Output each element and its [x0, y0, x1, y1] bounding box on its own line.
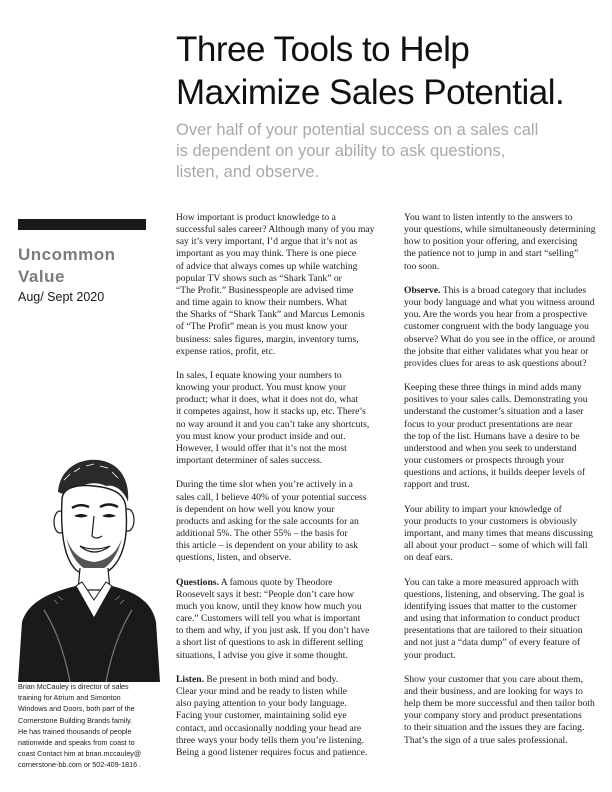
- article-paragraph: [176, 479, 376, 564]
- paragraph-line: the patience not to jump in and start “selling”: [404, 248, 579, 260]
- paragraph-line: knowing your product. You must know your: [176, 382, 347, 394]
- article-column-right: [404, 212, 604, 759]
- paragraph-line: additional 5%. The other 55% – the basis for: [176, 528, 348, 540]
- paragraph-line: Roosevelt says it best: “People don’t care how: [176, 588, 355, 600]
- paragraph-heading: Observe.: [404, 284, 441, 296]
- paragraph-line: your body language and what you witness around: [404, 297, 595, 309]
- article-paragraph: [404, 577, 604, 662]
- article-title: [176, 28, 596, 114]
- column-name-line: Uncommon: [18, 245, 116, 264]
- paragraph-line: how to position your offering, and exercising: [404, 236, 578, 248]
- bio-line: Windows and Doors, both part of the: [18, 704, 135, 714]
- bio-line: training for Atrium and Simonton: [18, 693, 121, 703]
- paragraph-line: on deaf ears.: [404, 552, 453, 564]
- subtitle-line: Over half of your potential success on a sales call: [176, 121, 539, 139]
- paragraph-line-text: A famous quote by Theodore: [218, 576, 333, 588]
- paragraph-line: [176, 674, 376, 686]
- paragraph-line: expense ratios, profit, etc.: [176, 345, 276, 357]
- paragraph-line: questions and actions, it builds deeper levels of: [404, 467, 586, 479]
- paragraph-line: this article – is dependent on your ability to ask: [176, 540, 358, 552]
- paragraph-line: Being a good listener requires focus and patience.: [176, 746, 368, 758]
- sidebar-divider-bar: [18, 219, 146, 230]
- paragraph-line: care.” Customers will tell you what is important: [176, 613, 361, 625]
- paragraph-line: Your ability to impart your knowledge of: [404, 503, 562, 515]
- article-paragraph: [404, 504, 604, 565]
- paragraph-line: How important is product knowledge to a: [176, 212, 336, 223]
- article-paragraph: [176, 577, 376, 662]
- paragraph-line: products and asking for the sale accounts for an: [176, 515, 359, 527]
- column-name-line: Value: [18, 267, 65, 286]
- paragraph-line: In sales, I equate knowing your numbers to: [176, 370, 342, 382]
- paragraph-line: to them and why, if you just ask. If you don’t have: [176, 625, 370, 637]
- paragraph-line: you must know your product inside and out.: [176, 430, 346, 442]
- bio-line: nationwide and speaks from coast to: [18, 738, 135, 748]
- paragraph-line: understood and when you seek to understand: [404, 442, 577, 454]
- issue-date: Aug/ Sept 2020: [18, 290, 105, 304]
- title-line: Maximize Sales Potential.: [176, 73, 565, 112]
- paragraph-line: important as you may think. There is one piece: [176, 248, 357, 260]
- paragraph-line: Show your customer that you care about them,: [404, 673, 584, 685]
- article-subtitle: [176, 120, 596, 183]
- paragraph-line: to their situation and the issues they are facing.: [404, 722, 585, 734]
- paragraph-line: all about your product – some of which will fall: [404, 540, 588, 552]
- paragraph-line: “The Profit.” Businesspeople are advised time: [176, 284, 354, 296]
- paragraph-line-text: This is a broad category that includes: [440, 284, 587, 296]
- subtitle-line: listen, and observe.: [176, 163, 320, 181]
- article-paragraph: [404, 382, 604, 491]
- bio-line: Cornerstone Building Brands family.: [18, 715, 133, 725]
- paragraph-line: important, and many times that means discussing: [404, 528, 593, 540]
- subtitle-line: is dependent on your ability to ask questions,: [176, 142, 506, 160]
- paragraph-line: and their business, and are looking for ways to: [404, 686, 583, 698]
- paragraph-line: successful sales career? Although many of you may: [176, 224, 375, 236]
- paragraph-line: During the time slot when you’re actively in a: [176, 479, 353, 491]
- paragraph-line: of “The Profit” mean is you must know your: [176, 321, 348, 333]
- paragraph-line: provides clues for areas to ask questions about?: [404, 357, 587, 369]
- paragraph-line: help them be more successful and then tailor both: [404, 698, 595, 710]
- paragraph-line: the top of the list. Humans have a desire to be: [404, 430, 580, 442]
- article-paragraph: [176, 212, 376, 358]
- paragraph-line: Facing your customer, maintaining solid eye: [176, 710, 347, 722]
- paragraph-line: your company story and product presentations: [404, 710, 582, 722]
- title-line: Three Tools to Help: [176, 30, 470, 69]
- paragraph-line: Clear your mind and be ready to listen while: [176, 686, 348, 698]
- paragraph-line: it competes against, how it stacks up, etc. There’s: [176, 406, 366, 418]
- paragraph-line: of advice that always comes up while watching: [176, 260, 358, 272]
- paragraph-heading: Listen.: [176, 673, 204, 685]
- paragraph-line: positives to your sales calls. Demonstrating you: [404, 394, 588, 406]
- paragraph-line: important determiner of sales success.: [176, 455, 323, 467]
- article-paragraph: [176, 370, 376, 467]
- paragraph-line: identifying issues that matter to the customer: [404, 600, 577, 612]
- article-paragraph: [176, 674, 376, 759]
- column-name: [18, 244, 158, 288]
- paragraph-line: you. Are the words you hear from a prospective: [404, 309, 588, 321]
- paragraph-line: and using that information to conduct product: [404, 613, 580, 625]
- paragraph-line: and not just a “data dump” of every feature of: [404, 637, 581, 649]
- paragraph-line: also paying attention to your body language.: [176, 698, 347, 710]
- bio-line: He has trained thousands of people: [18, 726, 132, 736]
- paragraph-line: You want to listen intently to the answers to: [404, 212, 573, 223]
- bio-line: coast Contact him at brian.mccauley@: [18, 749, 142, 759]
- paragraph-line: presentations that are tailored to their situation: [404, 625, 583, 637]
- paragraph-line: rapport and trust.: [404, 479, 470, 491]
- paragraph-line: [176, 577, 376, 589]
- paragraph-line: three ways your body tells them you’re listening.: [176, 734, 365, 746]
- paragraph-line: understand the customer’s situation and a laser: [404, 406, 584, 418]
- paragraph-line: focus to your product presentations are near: [404, 418, 573, 430]
- paragraph-line: no way around it and you can’t take any shortcuts,: [176, 418, 370, 430]
- paragraph-line: Keeping these three things in mind adds many: [404, 382, 582, 394]
- bio-line: cornerstone-bb.com or 502-409-1816 .: [18, 760, 142, 770]
- paragraph-line: sales call, I believe 40% of your potential success: [176, 491, 367, 503]
- paragraph-line-text: Be present in both mind and body.: [204, 673, 339, 685]
- paragraph-line: is dependent on how well you know your: [176, 503, 335, 515]
- paragraph-line: your customers or prospects through your: [404, 455, 565, 467]
- paragraph-line: customer congruent with the body language you: [404, 321, 589, 333]
- paragraph-heading: Questions.: [176, 576, 219, 588]
- paragraph-line: contact, and occasionally nodding your head are: [176, 722, 362, 734]
- paragraph-line: You can take a more measured approach with: [404, 576, 579, 588]
- paragraph-line: your questions, while simultaneously determining: [404, 224, 596, 236]
- paragraph-line: the jobsite that either validates what you hear or: [404, 345, 589, 357]
- paragraph-line: your products to your customers is obviously: [404, 515, 578, 527]
- author-portrait: [14, 450, 160, 682]
- paragraph-line: [404, 285, 604, 297]
- paragraph-line: much you know, until they know how much you: [176, 600, 362, 612]
- paragraph-line: That’s the sign of a true sales professional.: [404, 734, 568, 746]
- paragraph-line: too soon.: [404, 260, 440, 272]
- article-paragraph: [404, 674, 604, 747]
- paragraph-line: popular TV shows such as “Shark Tank” or: [176, 272, 342, 284]
- author-bio: [18, 681, 158, 771]
- bio-line: Brian McCauley is director of sales: [18, 682, 129, 691]
- paragraph-line: However, I would offer that it’s not the most: [176, 442, 347, 454]
- paragraph-line: say it’s very important, I’d argue that it’s not as: [176, 236, 358, 248]
- paragraph-line: situations, I advise you give it some thought.: [176, 649, 348, 661]
- paragraph-line: questions, listening, and observing. The goal is: [404, 588, 585, 600]
- paragraph-line: the Sharks of “Shark Tank” and Marcus Lemonis: [176, 309, 365, 321]
- paragraph-line: a short list of questions to ask in different selling: [176, 637, 364, 649]
- paragraph-line: product; what it does, what it does not do, what: [176, 394, 358, 406]
- paragraph-line: questions, listen, and observe.: [176, 552, 292, 564]
- article-column-left: [176, 212, 376, 771]
- paragraph-line: your product.: [404, 649, 456, 661]
- article-paragraph: [404, 212, 604, 273]
- paragraph-line: observe? What do you see in the office, or around: [404, 333, 595, 345]
- article-paragraph: [404, 285, 604, 370]
- paragraph-line: and time again to know their numbers. What: [176, 297, 347, 309]
- paragraph-line: business: sales figures, margin, inventory turns,: [176, 333, 359, 345]
